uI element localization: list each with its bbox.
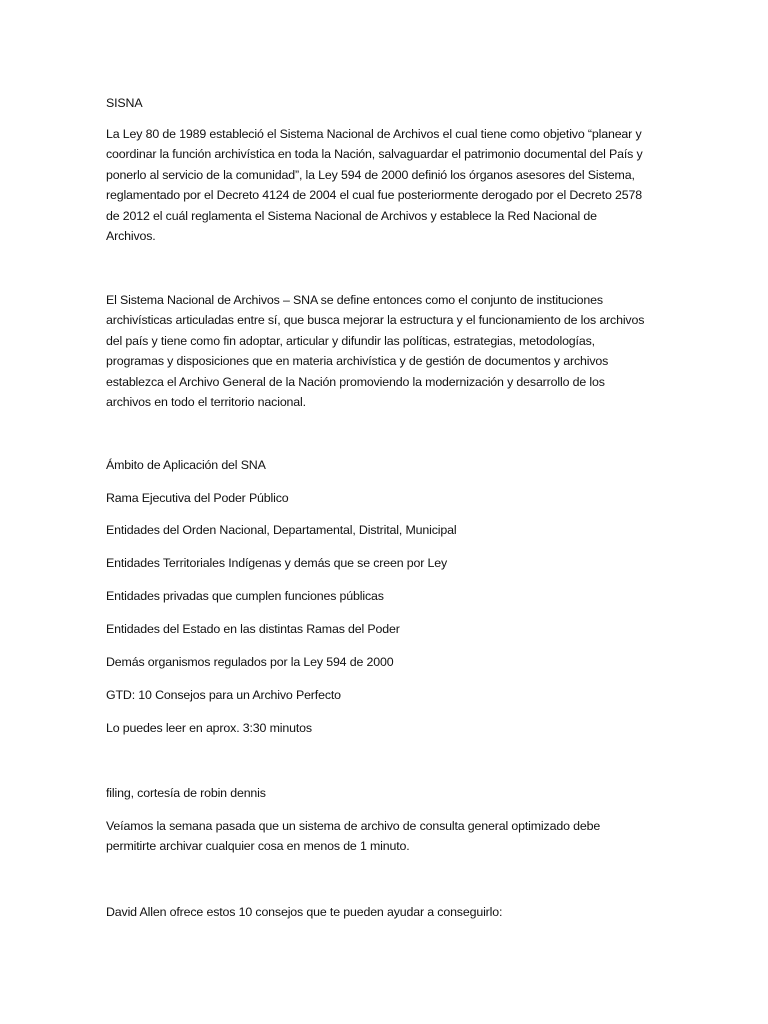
intro-paragraph: La Ley 80 de 1989 estableció el Sistema Nacional de Archivos el cual tiene como objetivo “planear y coordinar la función archivística en toda la Nación, salvaguardar el patrimonio documental del País y ponerlo al servicio de la comunidad”, la Ley 594 de 2000 definió los órganos asesores del Sistema, reglamentado por el Decreto 4124 de 2004 el cual fue posteriormente derogado por el Decreto 2578 de 2012 el cuál reglamenta el Sistema Nacional de Archivos y establece la Red Nacional de Archivos.	[106, 127, 643, 244]
reading-time: Lo puedes leer en aprox. 3:30 minutos	[106, 721, 312, 735]
scope-item: Demás organismos regulados por la Ley 594 de 2000	[106, 655, 394, 669]
filing-system-paragraph: Veíamos la semana pasada que un sistema de archivo de consulta general optimizado debe permitirte archivar cualquier cosa en menos de 1 minuto.	[106, 819, 601, 854]
scope-item: Entidades Territoriales Indígenas y demás que se creen por Ley	[106, 556, 448, 570]
scope-item: Rama Ejecutiva del Poder Público	[106, 491, 289, 505]
scope-item: Entidades del Orden Nacional, Departamental, Distrital, Municipal	[106, 523, 457, 537]
scope-item: Entidades del Estado en las distintas Ramas del Poder	[106, 622, 400, 636]
sna-definition-paragraph: El Sistema Nacional de Archivos – SNA se define entonces como el conjunto de instituciones archivísticas articuladas entre sí, que busca mejorar la estructura y el funcionamiento de los archivos del país y tiene como fin adoptar, articular y difundir las políticas, estrategias, metodologías, programas y disposiciones que en materia archivística y de gestión de documentos y archivos establezca el Archivo General de la Nación promoviendo la modernización y desarrollo de los archivos en todo el territorio nacional.	[106, 293, 645, 410]
scope-item: Entidades privadas que cumplen funciones públicas	[106, 589, 384, 603]
document-title: SISNA	[106, 96, 143, 110]
scope-heading: Ámbito de Aplicación del SNA	[106, 458, 266, 472]
gtd-title: GTD: 10 Consejos para un Archivo Perfecto	[106, 688, 341, 702]
image-caption: filing, cortesía de robin dennis	[106, 786, 266, 800]
david-allen-paragraph: David Allen ofrece estos 10 consejos que te pueden ayudar a conseguirlo:	[106, 905, 503, 919]
